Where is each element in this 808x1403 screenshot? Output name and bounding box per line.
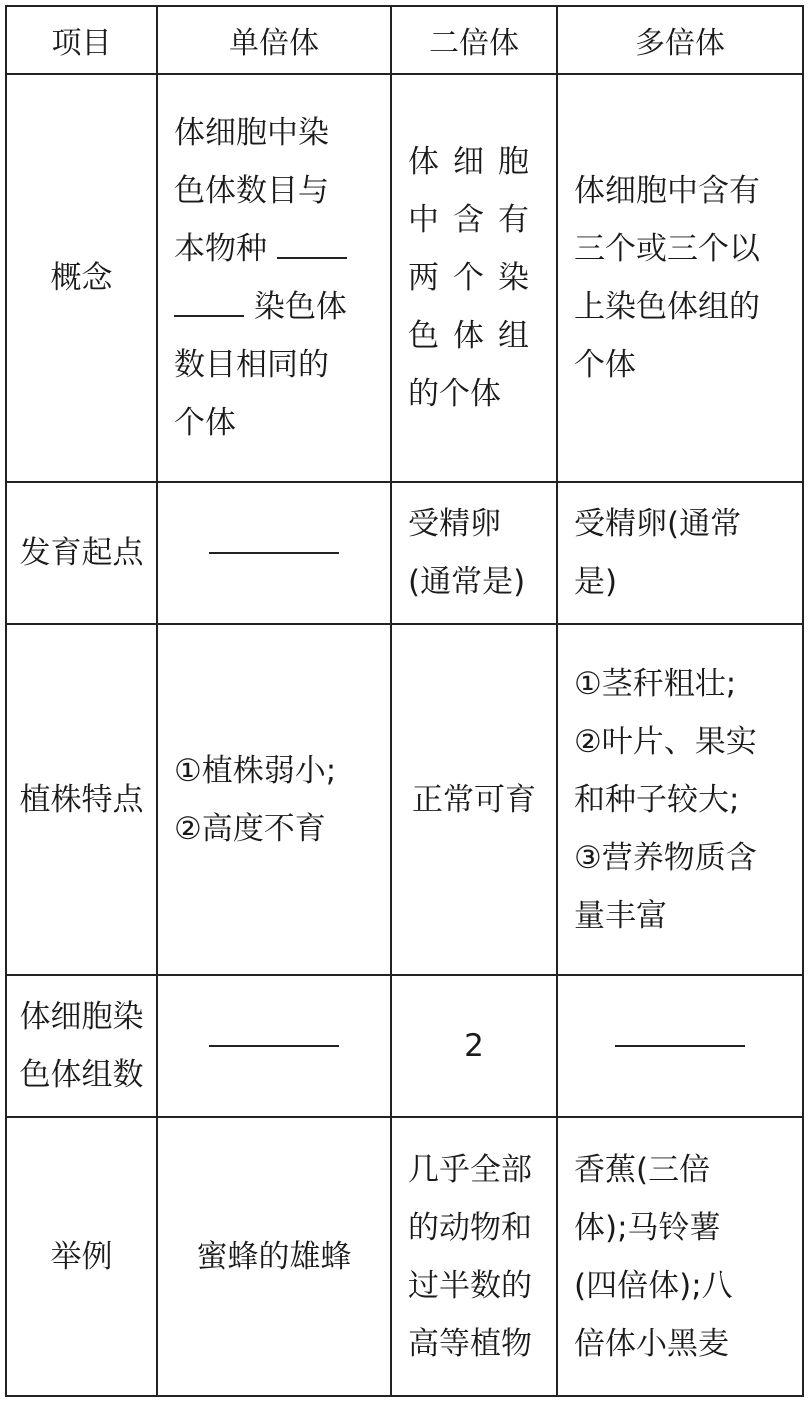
concept-diploid (391, 74, 557, 482)
examples-row (6, 1117, 803, 1396)
concept-haploid-line: 个体 (174, 405, 236, 441)
traits-row (6, 624, 803, 975)
concept-haploid-line: 体细胞中染 (174, 115, 329, 151)
concept-haploid-line: 数目相同的 (174, 347, 329, 383)
concept-diploid-line: 体细胞 (408, 144, 543, 180)
header-row (6, 6, 803, 74)
traits-polyploid-line: ②叶片、果实 (574, 723, 757, 760)
traits-polyploid-line: ①茎秆粗壮; (574, 665, 737, 702)
header-item: 项目 (6, 6, 157, 74)
traits-polyploid-line: 量丰富 (574, 897, 667, 934)
traits-haploid (157, 624, 391, 975)
traits-label: 植株特点 (6, 624, 157, 975)
concept-diploid-line: 色体组 (408, 318, 543, 354)
origin-diploid-line: (通常是) (408, 564, 526, 600)
traits-haploid-line: ②高度不育 (174, 810, 326, 847)
examples-diploid-line: 的动物和 (408, 1209, 532, 1246)
concept-polyploid-line: 体细胞中含有 (574, 173, 760, 209)
origin-diploid-line: 受精卵 (408, 506, 501, 542)
sets-diploid: 2 (391, 975, 557, 1117)
traits-polyploid-line: 和种子较大; (574, 781, 740, 818)
header-haploid: 单倍体 (157, 6, 391, 74)
concept-haploid-line (174, 278, 380, 336)
examples-polyploid-line: 体);马铃薯 (574, 1209, 721, 1246)
origin-polyploid (557, 482, 803, 624)
concept-polyploid (557, 74, 803, 482)
answer-blank (615, 1045, 745, 1047)
examples-polyploid-line: 香蕉(三倍 (574, 1151, 711, 1188)
origin-diploid (391, 482, 557, 624)
concept-diploid-line: 的个体 (408, 376, 501, 412)
concept-label: 概念 (6, 74, 157, 482)
origin-row (6, 482, 803, 624)
ploidy-comparison-table (5, 5, 804, 1397)
traits-polyploid-line: ③营养物质含 (574, 839, 757, 876)
header-diploid: 二倍体 (391, 6, 557, 74)
examples-haploid: 蜜蜂的雄蜂 (157, 1117, 391, 1396)
examples-diploid (391, 1117, 557, 1396)
header-polyploid: 多倍体 (557, 6, 803, 74)
fill-blank (174, 281, 244, 317)
sets-row (6, 975, 803, 1117)
origin-polyploid-line: 受精卵(通常 (574, 506, 742, 542)
traits-haploid-line: ①植株弱小; (174, 752, 337, 789)
concept-polyploid-line: 三个或三个以 (574, 231, 760, 267)
sets-label-line: 色体组数 (19, 1057, 144, 1093)
examples-label: 举例 (6, 1117, 157, 1396)
examples-polyploid-line: (四倍体);八 (574, 1267, 733, 1304)
examples-diploid-line: 过半数的 (408, 1267, 532, 1304)
sets-label-line: 体细胞染 (19, 999, 144, 1035)
concept-haploid (157, 74, 391, 482)
answer-blank (209, 552, 339, 554)
answer-blank (209, 1045, 339, 1047)
sets-haploid (157, 975, 391, 1117)
sets-polyploid (557, 975, 803, 1117)
origin-label: 发育起点 (6, 482, 157, 624)
fill-blank (277, 223, 347, 259)
concept-haploid-line (174, 220, 380, 278)
concept-polyploid-line: 上染色体组的 (574, 289, 760, 325)
concept-diploid-line: 两个染 (408, 260, 543, 296)
concept-haploid-text: 染色体 (253, 289, 347, 325)
sets-label (6, 975, 157, 1117)
examples-diploid-line: 高等植物 (408, 1325, 532, 1362)
examples-polyploid (557, 1117, 803, 1396)
examples-diploid-line: 几乎全部 (408, 1151, 532, 1188)
examples-polyploid-line: 倍体小黑麦 (574, 1325, 729, 1362)
traits-polyploid (557, 624, 803, 975)
concept-row (6, 74, 803, 482)
concept-haploid-line: 色体数目与 (174, 173, 329, 209)
traits-diploid: 正常可育 (391, 624, 557, 975)
concept-polyploid-line: 个体 (574, 347, 636, 383)
concept-diploid-line: 中含有 (408, 202, 543, 238)
origin-haploid (157, 482, 391, 624)
origin-polyploid-line: 是) (574, 564, 618, 600)
concept-haploid-text: 本物种 (174, 231, 267, 267)
